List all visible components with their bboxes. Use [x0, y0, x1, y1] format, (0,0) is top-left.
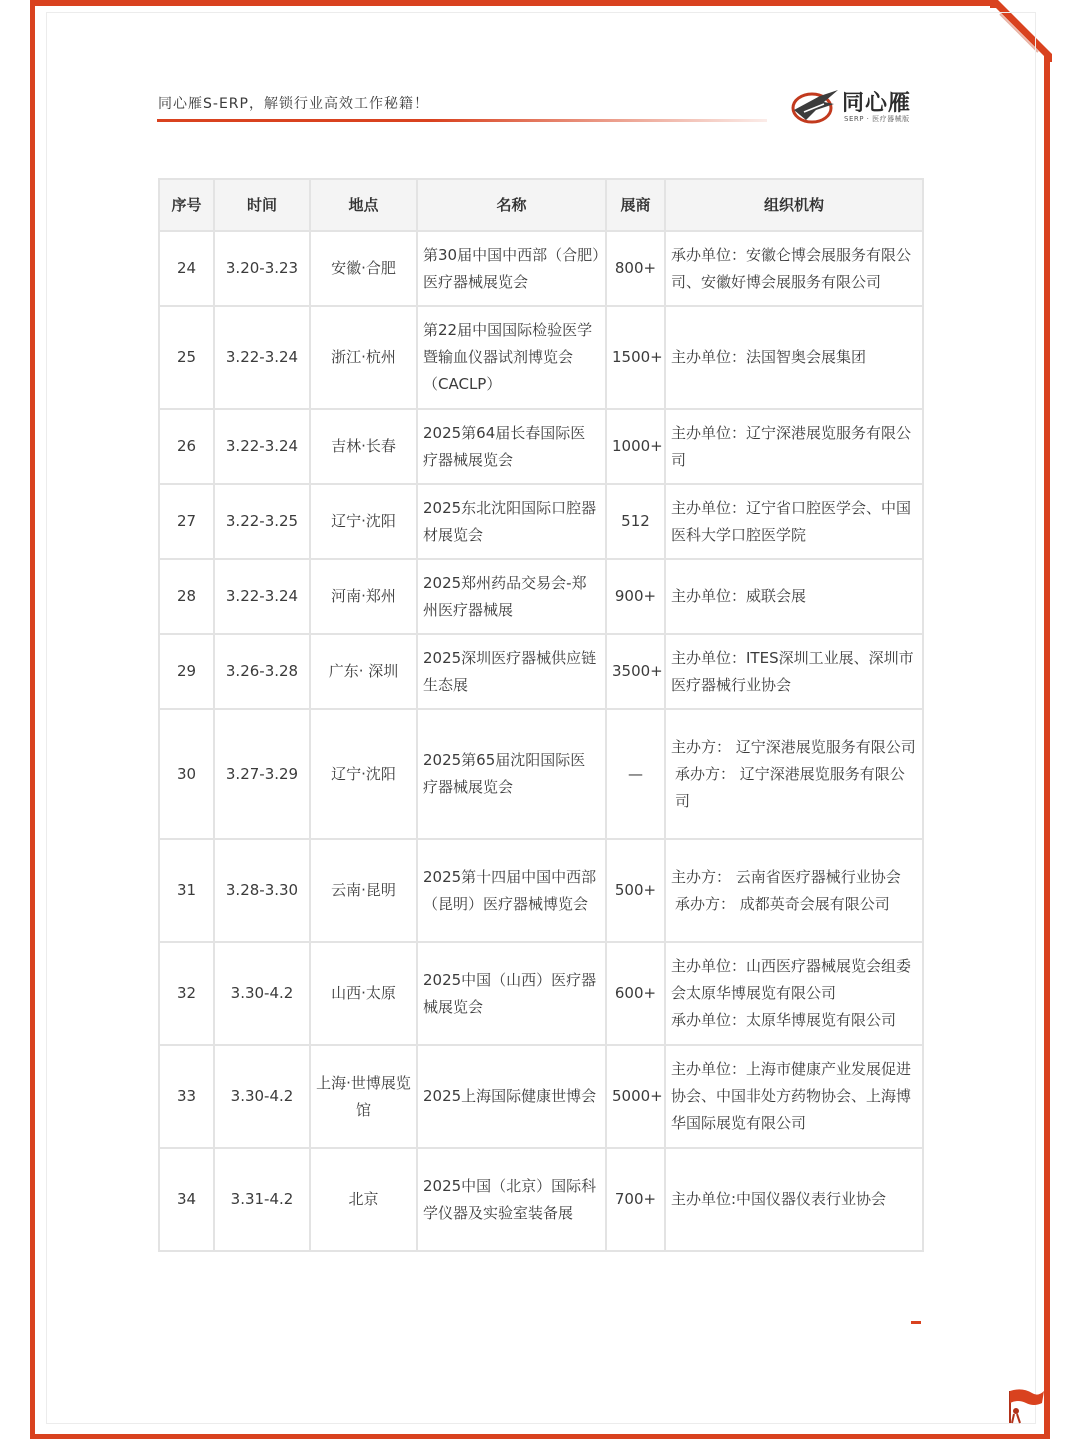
cell-name: 2025中国（北京）国际科学仪器及实验室装备展 [417, 1148, 606, 1251]
cell-organizer [665, 1148, 923, 1251]
cell-time: 3.30-4.2 [214, 1045, 310, 1148]
table-row [159, 634, 923, 709]
table-row [159, 1045, 923, 1148]
cell-place: 山西·太原 [310, 942, 417, 1045]
cell-exhibitors: 900+ [606, 559, 665, 634]
cell-place: 云南·昆明 [310, 839, 417, 942]
decorative-dash [911, 1321, 921, 1324]
cell-name: 2025深圳医疗器械供应链生态展 [417, 634, 606, 709]
col-header-place: 地点 [310, 179, 417, 231]
organizer-line: 主办单位：辽宁深港展览服务有限公司 [671, 423, 912, 469]
cell-place: 上海·世博展览馆 [310, 1045, 417, 1148]
cell-no: 29 [159, 634, 214, 709]
cell-organizer [665, 634, 923, 709]
cell-place: 辽宁·沈阳 [310, 709, 417, 839]
frame-right-bar [1044, 55, 1050, 1439]
cell-place: 广东· 深圳 [310, 634, 417, 709]
cell-place: 浙江·杭州 [310, 306, 417, 409]
col-header-organizer: 组织机构 [665, 179, 923, 231]
cell-organizer [665, 559, 923, 634]
organizer-line: 承办单位：太原华博展览有限公司 [671, 1011, 897, 1029]
col-header-name: 名称 [417, 179, 606, 231]
cell-exhibitors: 1000+ [606, 409, 665, 484]
frame-top-bar [30, 0, 995, 6]
cell-time: 3.26-3.28 [214, 634, 310, 709]
cell-time: 3.20-3.23 [214, 231, 310, 306]
cell-organizer [665, 942, 923, 1045]
wild-goose-logo-icon [790, 86, 840, 126]
cell-no: 28 [159, 559, 214, 634]
flag-runner-icon [998, 1385, 1046, 1425]
organizer-line: 承办方： 辽宁深港展览服务有限公司 [675, 764, 905, 810]
cell-name: 2025第十四届中国中西部（昆明）医疗器械博览会 [417, 839, 606, 942]
organizer-line: 承办方： 成都英奇会展有限公司 [675, 894, 890, 913]
col-header-time: 时间 [214, 179, 310, 231]
col-header-no: 序号 [159, 179, 214, 231]
cell-time: 3.31-4.2 [214, 1148, 310, 1251]
cell-no: 24 [159, 231, 214, 306]
cell-time: 3.22-3.24 [214, 559, 310, 634]
cell-place: 辽宁·沈阳 [310, 484, 417, 559]
cell-organizer [665, 709, 923, 839]
cell-name: 2025第64届长春国际医疗器械展览会 [417, 409, 606, 484]
cell-organizer [665, 231, 923, 306]
cell-time: 3.27-3.29 [214, 709, 310, 839]
exhibition-table [158, 178, 924, 1252]
organizer-line: 主办方： 云南省医疗器械行业协会 [671, 867, 901, 886]
cell-exhibitors: 512 [606, 484, 665, 559]
cell-name: 2025上海国际健康世博会 [417, 1045, 606, 1148]
cell-name: 第22届中国国际检验医学暨输血仪器试剂博览会（CACLP） [417, 306, 606, 409]
cell-name: 2025第65届沈阳国际医疗器械展览会 [417, 709, 606, 839]
organizer-line: 主办单位:中国仪器仪表行业协会 [671, 1190, 887, 1208]
cell-organizer [665, 306, 923, 409]
cell-time: 3.22-3.24 [214, 409, 310, 484]
table-header-row [159, 179, 923, 231]
organizer-line: 主办单位：山西医疗器械展览会组委会太原华博展览有限公司 [671, 957, 912, 1002]
cell-no: 34 [159, 1148, 214, 1251]
logo-subtitle: SERP · 医疗器械版 [844, 115, 910, 123]
cell-name: 第30届中国中西部（合肥）医疗器械展览会 [417, 231, 606, 306]
cell-name: 2025郑州药品交易会-郑州医疗器械展 [417, 559, 606, 634]
table-row [159, 839, 923, 942]
cell-no: 33 [159, 1045, 214, 1148]
cell-exhibitors: 600+ [606, 942, 665, 1045]
cell-name: 2025东北沈阳国际口腔器材展览会 [417, 484, 606, 559]
brand-logo [790, 84, 920, 128]
table-row [159, 559, 923, 634]
table-row [159, 306, 923, 409]
cell-organizer [665, 1045, 923, 1148]
col-header-exhibitors: 展商 [606, 179, 665, 231]
organizer-line: 主办单位：辽宁省口腔医学会、中国医科大学口腔医学院 [671, 498, 912, 544]
cell-exhibitors: 3500+ [606, 634, 665, 709]
table-row [159, 484, 923, 559]
cell-no: 26 [159, 409, 214, 484]
cell-organizer [665, 839, 923, 942]
header-underline [157, 119, 767, 122]
logo-name: 同心雁 [842, 91, 912, 116]
cell-organizer [665, 409, 923, 484]
table-row [159, 1148, 923, 1251]
organizer-line: 主办单位：上海市健康产业发展促进协会、中国非处方药物协会、上海博华国际展览有限公司 [671, 1060, 912, 1132]
cell-exhibitors: 800+ [606, 231, 665, 306]
organizer-line: 主办单位：法国智奥会展集团 [671, 348, 867, 366]
table-row [159, 231, 923, 306]
cell-name: 2025中国（山西）医疗器械展览会 [417, 942, 606, 1045]
organizer-line: 承办单位：安徽仑博会展服务有限公司、安徽好博会展服务有限公司 [671, 245, 912, 291]
table-row [159, 409, 923, 484]
cell-no: 30 [159, 709, 214, 839]
cell-time: 3.22-3.24 [214, 306, 310, 409]
cell-place: 安徽·合肥 [310, 231, 417, 306]
cell-exhibitors: 5000+ [606, 1045, 665, 1148]
cell-no: 32 [159, 942, 214, 1045]
cell-time: 3.28-3.30 [214, 839, 310, 942]
cell-place: 吉林·长春 [310, 409, 417, 484]
cell-place: 北京 [310, 1148, 417, 1251]
table-row [159, 942, 923, 1045]
organizer-line: 主办单位：威联会展 [671, 587, 807, 605]
cell-no: 25 [159, 306, 214, 409]
header-slogan: 同心雁S-ERP，解锁行业高效工作秘籍！ [158, 96, 429, 112]
cell-place: 河南·郑州 [310, 559, 417, 634]
cell-no: 31 [159, 839, 214, 942]
cell-time: 3.22-3.25 [214, 484, 310, 559]
cell-organizer [665, 484, 923, 559]
cell-no: 27 [159, 484, 214, 559]
organizer-line: 主办单位：ITES深圳工业展、深圳市医疗器械行业协会 [671, 648, 914, 694]
cell-time: 3.30-4.2 [214, 942, 310, 1045]
cell-exhibitors: 500+ [606, 839, 665, 942]
cell-exhibitors: — [606, 709, 665, 839]
cell-exhibitors: 1500+ [606, 306, 665, 409]
organizer-line: 主办方： 辽宁深港展览服务有限公司 [671, 737, 916, 756]
table-row [159, 709, 923, 839]
cell-exhibitors: 700+ [606, 1148, 665, 1251]
